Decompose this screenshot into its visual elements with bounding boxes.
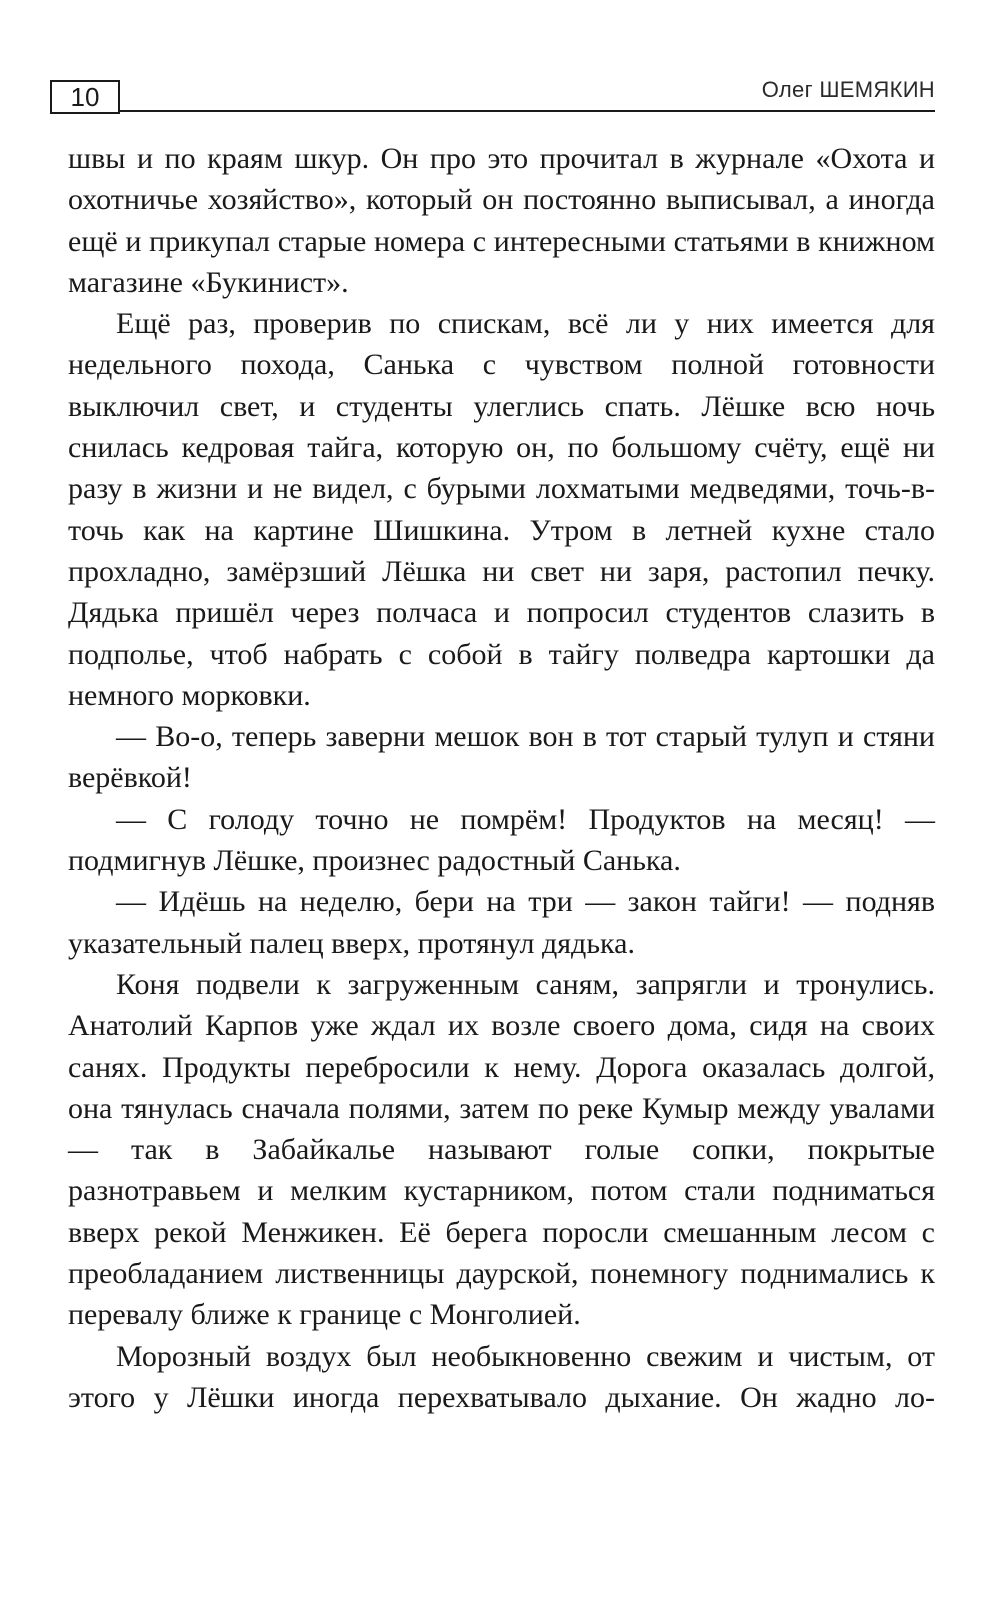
paragraph-6: Коня подвели к загруженным саням, запрягли и тронулись. Анатолий Карпов уже ждал их возле своего дома, сидя на своих санях. Продукты перебросили к нему. Дорога оказалась долгой, она тянулась сначала полями, затем по реке Кумыр между увалами — так в Забайкалье называют голые сопки, покрытые разнотравьем и мелким кустарником, потом стали подниматься вверх рекой Менжикен. Её берега поросли смешанным лесом с преобладанием лиственницы даурской, понемногу поднимались к перевалу ближе к границе с Монголией. (68, 967, 935, 1332)
header-rule (120, 110, 935, 112)
running-head-author: Олег ШЕМЯКИН (761, 77, 935, 102)
body-text (68, 138, 935, 1418)
paragraph-7: Морозный воздух был необыкновенно свежим и чистым, от этого у Лёшки иногда перехватывало дыхание. Он жадно ло- (68, 1339, 935, 1414)
page-number: 10 (50, 80, 120, 114)
paragraph-1: швы и по краям шкур. Он про это прочитал в журнале «Охота и охотничье хозяйство», который он постоянно выписывал, а иногда ещё и прикупал старые номера с интересными статьями в книжном магазине «Букинист». (68, 142, 935, 299)
paragraph-3: — Во-о, теперь заверни мешок вон в тот старый тулуп и стяни верёвкой! (68, 720, 935, 795)
paragraph-4: — С голоду точно не помрём! Продуктов на месяц! — подмигнув Лёшке, произнес радостный Санька. (68, 802, 935, 878)
page-header (50, 72, 935, 112)
paragraph-2: Ещё раз, проверив по спискам, всё ли у них имеется для недельного похода, Санька с чувством полной готовности выключил свет, и студенты улеглись спать. Лёшке всю ночь снилась кедровая тайга, которую он, по большому счёту, ещё ни разу в жизни и не видел, с бурыми лохматыми медведями, точь-в-точь как на картине Шишкина. Утром в летней кухне стало прохладно, замёрзший Лёшка ни свет ни заря, растопил печку. Дядька пришёл через полчаса и попросил студентов слазить в подполье, чтоб набрать с собой в тайгу полведра картошки да немного морковки. (68, 307, 935, 712)
paragraph-5: — Идёшь на неделю, бери на три — закон тайги! — подняв указательный палец вверх, протянул дядька. (68, 885, 935, 960)
